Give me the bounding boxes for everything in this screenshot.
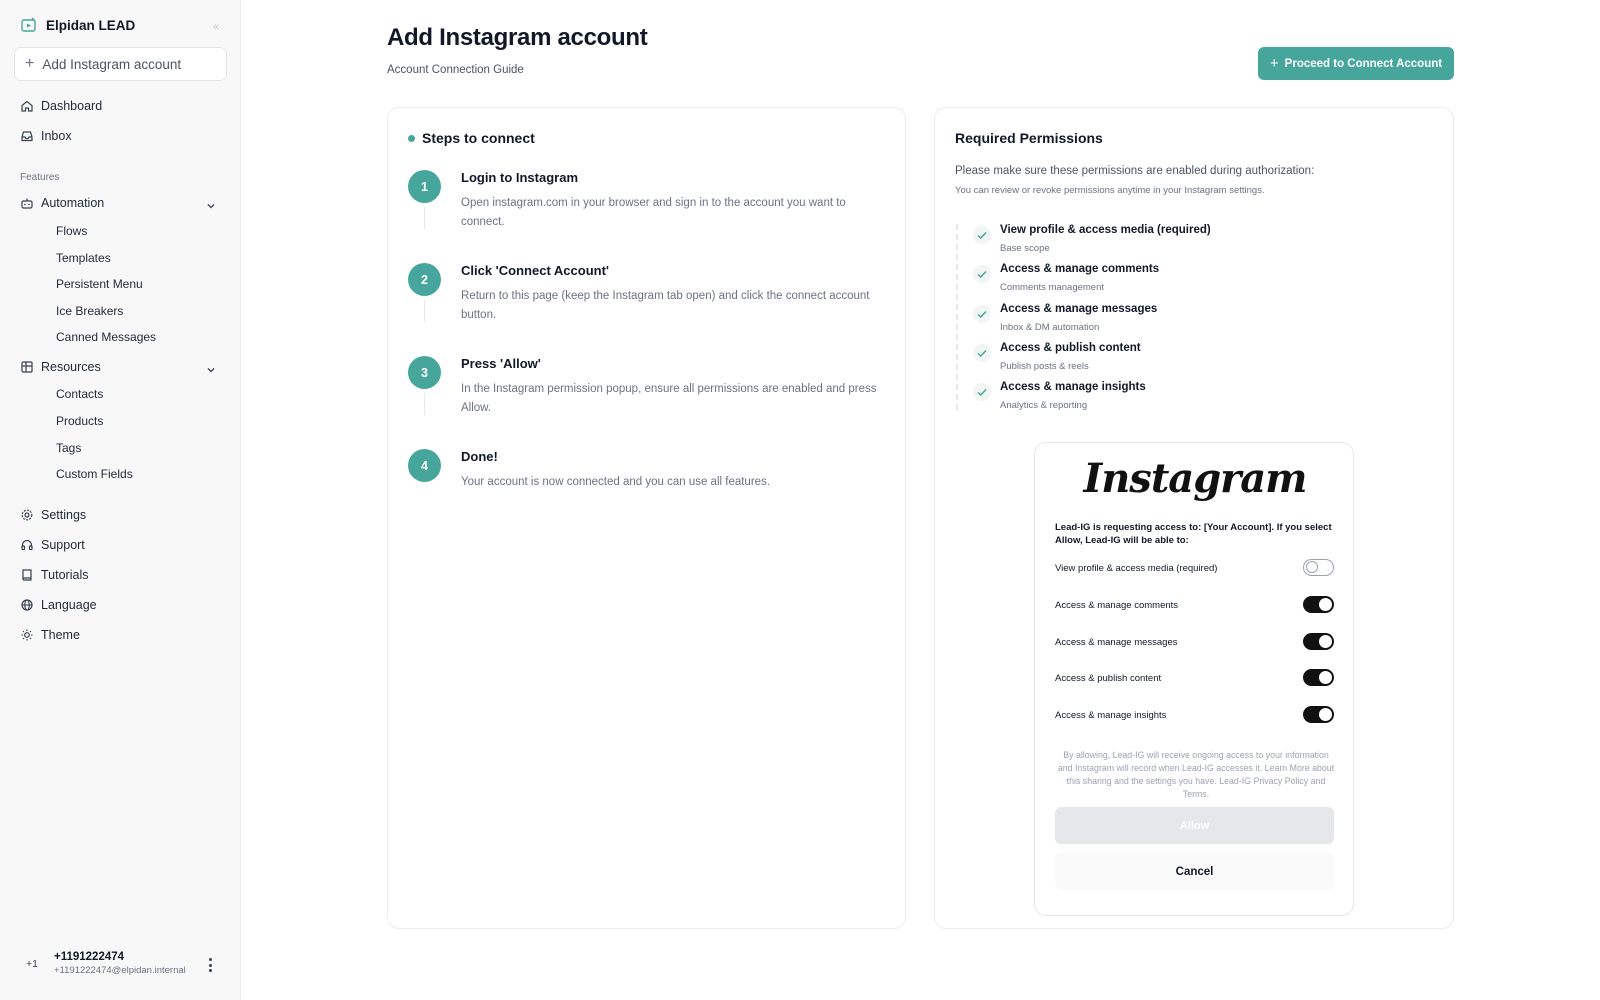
proceed-to-connect-button[interactable] bbox=[1258, 47, 1454, 80]
step-description: In the Instagram permission popup, ensure all permissions are enabled and press Allow. bbox=[461, 383, 877, 414]
sidebar-subitem-contacts[interactable]: Contacts bbox=[56, 387, 104, 401]
brand[interactable] bbox=[20, 16, 135, 34]
step-title: Press 'Allow' bbox=[461, 356, 541, 371]
globe-icon bbox=[20, 598, 34, 612]
sidebar-item-automation[interactable] bbox=[20, 196, 104, 210]
sidebar-subitem-canned-messages[interactable]: Canned Messages bbox=[56, 330, 157, 344]
proceed-label: Proceed to Connect Account bbox=[1284, 57, 1443, 70]
instagram-permission-row bbox=[1055, 596, 1335, 616]
sidebar-item-label: Automation bbox=[41, 196, 105, 210]
instagram-permission-row bbox=[1055, 669, 1335, 689]
permissions-card bbox=[934, 107, 1454, 929]
sidebar-item-language[interactable] bbox=[20, 598, 97, 612]
avatar: +1 bbox=[26, 957, 38, 970]
sidebar-item-label: Theme bbox=[41, 628, 80, 642]
grid-icon bbox=[20, 360, 34, 374]
add-instagram-account-button[interactable] bbox=[14, 47, 227, 81]
permission-toggle[interactable] bbox=[1303, 633, 1334, 650]
step-number: 3 bbox=[408, 356, 441, 389]
home-icon bbox=[20, 99, 34, 113]
check-icon bbox=[972, 264, 992, 284]
sidebar-item-label: Inbox bbox=[41, 129, 72, 143]
permissions-note: You can review or revoke permissions anytime in your Instagram settings. bbox=[955, 185, 1265, 196]
sidebar-subitem-ice-breakers[interactable]: Ice Breakers bbox=[56, 304, 124, 318]
sidebar-subitem-persistent-menu[interactable]: Persistent Menu bbox=[56, 277, 143, 291]
permissions-heading: Required Permissions bbox=[955, 130, 1103, 146]
permission-subtitle: Comments management bbox=[1000, 282, 1105, 293]
instagram-permission-row bbox=[1055, 633, 1335, 653]
chevron-down-icon[interactable] bbox=[206, 365, 216, 375]
step-title: Done! bbox=[461, 449, 498, 464]
permission-subtitle: Publish posts & reels bbox=[1000, 361, 1089, 372]
steps-card bbox=[387, 107, 906, 929]
sidebar-item-label: Settings bbox=[41, 508, 87, 522]
permission-title: Access & manage comments bbox=[1000, 263, 1160, 275]
permission-toggle[interactable] bbox=[1303, 669, 1334, 686]
check-icon bbox=[972, 304, 992, 324]
sidebar-item-support[interactable] bbox=[20, 538, 85, 552]
step-number: 2 bbox=[408, 263, 441, 296]
permission-toggle[interactable] bbox=[1303, 706, 1334, 723]
toggle-label: Access & manage comments bbox=[1055, 600, 1179, 611]
book-icon bbox=[20, 568, 34, 582]
sidebar bbox=[0, 0, 241, 1000]
steps-heading bbox=[408, 130, 535, 146]
sidebar-item-theme[interactable] bbox=[20, 628, 80, 642]
permission-title: Access & manage messages bbox=[1000, 303, 1158, 315]
steps-heading-label: Steps to connect bbox=[422, 130, 535, 146]
page-title: Add Instagram account bbox=[387, 24, 648, 51]
bot-icon bbox=[20, 196, 34, 210]
page-subtitle: Account Connection Guide bbox=[387, 64, 524, 76]
instagram-permission-row bbox=[1055, 559, 1335, 579]
toggle-label: Access & manage messages bbox=[1055, 637, 1178, 648]
sidebar-item-settings[interactable] bbox=[20, 508, 86, 522]
sun-icon bbox=[20, 628, 34, 642]
step-description: Your account is now connected and you can use all features. bbox=[461, 476, 771, 488]
sidebar-subitem-custom-fields[interactable]: Custom Fields bbox=[56, 467, 133, 481]
more-vertical-icon[interactable] bbox=[207, 958, 213, 972]
permission-subtitle: Inbox & DM automation bbox=[1000, 322, 1100, 333]
brand-name: Elpidan LEAD bbox=[46, 17, 136, 33]
sidebar-item-label: Dashboard bbox=[41, 99, 103, 113]
permission-title: View profile & access media (required) bbox=[1000, 224, 1211, 236]
gear-icon bbox=[20, 508, 34, 522]
sidebar-item-dashboard[interactable] bbox=[20, 99, 102, 113]
sidebar-subitem-tags[interactable]: Tags bbox=[56, 441, 82, 455]
sidebar-item-label: Support bbox=[41, 538, 85, 552]
step-connector bbox=[424, 207, 425, 229]
headset-icon bbox=[20, 538, 34, 552]
features-section-label: Features bbox=[20, 172, 60, 183]
toggle-label: Access & manage insights bbox=[1055, 710, 1167, 721]
sidebar-subitem-templates[interactable]: Templates bbox=[56, 251, 111, 265]
user-phone: +1191222474 bbox=[54, 951, 125, 963]
toggle-label: View profile & access media (required) bbox=[1055, 563, 1218, 574]
permission-list bbox=[956, 224, 1416, 410]
user-email: +1191222474@elpidan.internal bbox=[54, 965, 186, 976]
sidebar-item-tutorials[interactable] bbox=[20, 568, 88, 582]
sidebar-item-label: Language bbox=[41, 598, 97, 612]
instagram-disclaimer: By allowing, Lead-IG will receive ongoing access to your information and Instagram will record when Lead-IG accesses it. Learn More about this sharing and the settings you have. Lead-IG Privacy Policy and Terms. bbox=[1057, 750, 1335, 799]
instagram-permission-row bbox=[1055, 706, 1335, 726]
add-account-label: Add Instagram account bbox=[42, 56, 182, 72]
permission-subtitle: Base scope bbox=[1000, 243, 1050, 254]
step-connector bbox=[424, 300, 425, 322]
sidebar-subitem-products[interactable]: Products bbox=[56, 414, 104, 428]
sidebar-subitem-flows[interactable]: Flows bbox=[56, 224, 88, 238]
step-connector bbox=[424, 393, 425, 415]
instagram-permission-preview bbox=[1034, 442, 1354, 916]
user-profile[interactable] bbox=[20, 951, 186, 976]
step-description: Open instagram.com in your browser and sign in to the account you want to connect. bbox=[461, 197, 846, 228]
permission-title: Access & manage insights bbox=[1000, 381, 1146, 393]
permission-toggle[interactable] bbox=[1303, 559, 1334, 576]
step-description: Return to this page (keep the Instagram tab open) and click the connect account button. bbox=[461, 290, 870, 321]
instagram-logo: Instagram bbox=[1083, 455, 1307, 502]
status-dot-icon bbox=[408, 135, 415, 142]
sidebar-item-resources[interactable] bbox=[20, 360, 101, 374]
step-number: 1 bbox=[408, 170, 441, 203]
plus-icon: + bbox=[25, 55, 35, 72]
collapse-sidebar-icon[interactable]: « bbox=[212, 21, 220, 33]
step-number: 4 bbox=[408, 449, 441, 482]
plus-icon: + bbox=[1269, 55, 1279, 72]
instagram-request-text: Lead-IG is requesting access to: [Your Account]. If you select Allow, Lead-IG will be able to: bbox=[1055, 522, 1332, 546]
check-icon bbox=[972, 343, 992, 363]
permission-subtitle: Analytics & reporting bbox=[1000, 400, 1088, 411]
sidebar-item-label: Resources bbox=[41, 360, 101, 374]
toggle-label: Access & publish content bbox=[1055, 673, 1162, 684]
brand-logo-icon bbox=[20, 16, 38, 34]
sidebar-item-inbox[interactable] bbox=[20, 129, 72, 143]
cancel-button[interactable]: Cancel bbox=[1055, 853, 1334, 890]
check-icon bbox=[972, 382, 992, 402]
permission-toggle[interactable] bbox=[1303, 596, 1334, 613]
inbox-icon bbox=[20, 129, 34, 143]
step-title: Login to Instagram bbox=[461, 170, 578, 185]
sidebar-item-label: Tutorials bbox=[41, 568, 89, 582]
permission-title: Access & publish content bbox=[1000, 342, 1141, 354]
check-icon bbox=[972, 225, 992, 245]
step-title: Click 'Connect Account' bbox=[461, 263, 609, 278]
allow-button[interactable]: Allow bbox=[1055, 807, 1334, 844]
permissions-intro: Please make sure these permissions are enabled during authorization: bbox=[955, 165, 1315, 177]
chevron-down-icon[interactable] bbox=[206, 201, 216, 211]
